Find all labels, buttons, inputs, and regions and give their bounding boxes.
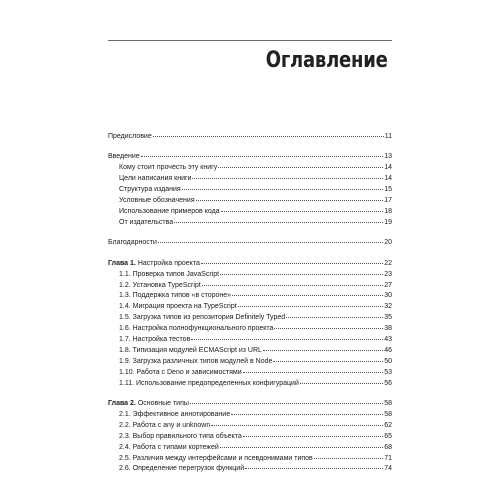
toc-entry-label: 1.5. Загрузка типов из репозитория Definitely Typed <box>119 314 286 322</box>
toc-entry-label: 1.10. Работа с Deno и зависимостями <box>119 368 242 376</box>
toc-page-number: 19 <box>384 218 392 226</box>
toc-entry-label: 1.8. Типизация модулей ECMAScript из URL <box>119 346 262 354</box>
toc-group <box>108 150 392 226</box>
dot-leader <box>202 278 383 286</box>
toc-page-number: 46 <box>384 346 392 354</box>
toc-page-number: 32 <box>384 303 392 311</box>
dot-leader <box>191 332 383 340</box>
dot-leader <box>273 354 383 362</box>
toc-entry-label: 1.3. Поддержка типов «в стороне» <box>119 292 232 300</box>
toc-group <box>108 130 392 141</box>
toc-page-number: 43 <box>384 336 392 344</box>
toc-entry-title <box>119 291 231 302</box>
toc-entry[interactable] <box>108 236 392 247</box>
toc-entry-title <box>119 174 191 185</box>
toc-entry-label: Цели написания книги <box>119 175 192 183</box>
dot-leader <box>201 256 383 264</box>
toc-entry-label: Кому стоит прочесть эту книгу <box>119 164 218 172</box>
toc-entry-label: 2.4. Работа с типами кортежей <box>119 443 219 451</box>
toc-entry-title <box>108 152 140 163</box>
toc-entry-title <box>119 346 262 357</box>
dot-leader <box>153 129 384 137</box>
dot-leader <box>158 235 383 243</box>
toc-page-number: 71 <box>384 454 392 462</box>
dot-leader <box>190 396 383 404</box>
dot-leader <box>286 310 383 318</box>
toc-entry-label: Настройка проекта <box>137 259 200 267</box>
header-rule <box>108 40 392 41</box>
toc-entry-label: 2.3. Выбор правильного типа объекта <box>119 432 242 440</box>
toc-entry-title <box>119 313 285 324</box>
dot-leader <box>314 451 383 459</box>
dot-leader <box>238 299 383 307</box>
dot-leader <box>218 160 383 168</box>
toc-page-number: 74 <box>384 465 392 473</box>
toc-entry-label: 1.2. Установка TypeScript <box>119 281 201 289</box>
toc-entry-label: 1.4. Миграция проекта на TypeScript <box>119 303 237 311</box>
toc-entry-title <box>119 464 244 475</box>
toc-entry-label: Благодарности <box>108 239 157 247</box>
toc-subentry[interactable] <box>108 377 392 388</box>
toc-page-number: 38 <box>384 325 392 333</box>
toc-page-number: 35 <box>384 314 392 322</box>
toc-page-number: 65 <box>384 432 392 440</box>
toc-page-number: 14 <box>384 175 392 183</box>
dot-leader <box>263 343 383 351</box>
toc-entry-label: 2.5. Различия между интерфейсами и псевдонимами типов <box>119 454 313 462</box>
toc-group <box>108 397 392 473</box>
toc-page-number: 18 <box>384 207 392 215</box>
toc-entry-title <box>119 368 242 379</box>
dot-leader <box>182 182 384 190</box>
toc-page-number: 17 <box>384 197 392 205</box>
toc-entry-label: Условные обозначения <box>119 197 195 205</box>
dot-leader <box>243 365 384 373</box>
toc-entry[interactable] <box>108 130 392 141</box>
toc-page-number: 15 <box>384 186 392 194</box>
dot-leader <box>232 288 383 296</box>
toc-page-number: 53 <box>384 368 392 376</box>
toc-entry-label: Использование примеров кода <box>119 207 220 215</box>
dot-leader <box>192 171 383 179</box>
toc-group <box>108 257 392 388</box>
toc-entry-title <box>119 421 210 432</box>
toc-entry-label: 1.9. Загрузка различных типов модулей в Node <box>119 357 273 365</box>
dot-leader <box>221 204 384 212</box>
dot-leader <box>245 461 383 469</box>
toc-entry-title <box>119 379 299 390</box>
toc-entry-label: Основные типы <box>137 400 189 408</box>
dot-leader <box>300 376 383 384</box>
dot-leader <box>220 267 383 275</box>
dot-leader <box>211 418 383 426</box>
toc-page-number: 20 <box>384 239 392 247</box>
toc-page-number: 22 <box>384 259 392 267</box>
toc-entry-title <box>108 399 189 410</box>
toc-entry-title <box>119 185 181 196</box>
toc-entry-label: 1.6. Настройка полнофункционального проекта <box>119 325 274 333</box>
toc-entry-label: 1.1. Проверка типов JavaScript <box>119 270 220 278</box>
toc-entry-label: 1.7. Настройка тестов <box>119 336 191 344</box>
toc-page-number: 62 <box>384 421 392 429</box>
toc-page-number: 58 <box>384 410 392 418</box>
dot-leader <box>274 321 383 329</box>
chapter-number: Глава 1. <box>108 259 136 267</box>
toc-group <box>108 236 392 247</box>
toc-entry-title <box>119 281 201 292</box>
dot-leader <box>196 193 384 201</box>
toc-entry-title <box>108 259 200 270</box>
toc-subentry[interactable] <box>108 462 392 473</box>
toc-entry-title <box>108 132 152 143</box>
toc-entry-title <box>119 196 195 207</box>
toc-entry-title <box>119 218 173 229</box>
dot-leader <box>174 215 383 223</box>
toc-entry-title <box>108 238 157 249</box>
toc-entry-label: 1.11. Использование предопределенных конфигураций <box>119 379 299 387</box>
toc-page-number: 27 <box>384 281 392 289</box>
toc-entry-label: Введение <box>108 153 140 161</box>
toc-page-number: 50 <box>384 357 392 365</box>
dot-leader <box>141 149 384 157</box>
page-title: Оглавление <box>266 48 388 73</box>
toc-page-number: 14 <box>384 164 392 172</box>
dot-leader <box>231 407 383 415</box>
table-of-contents <box>108 130 392 483</box>
dot-leader <box>243 429 383 437</box>
toc-subentry[interactable] <box>108 216 392 227</box>
toc-entry-label: Предисловие <box>108 133 152 140</box>
toc-page-number: 56 <box>384 379 392 387</box>
toc-entry-label: От издательства <box>119 218 174 226</box>
toc-entry-title <box>119 302 237 313</box>
toc-entry-label: Структура издания <box>119 186 181 194</box>
chapter-number: Глава 2. <box>108 400 136 408</box>
toc-page-number: 13 <box>384 153 392 161</box>
dot-leader <box>220 440 383 448</box>
toc-page-number: 23 <box>384 270 392 278</box>
toc-page-number: 58 <box>384 400 392 408</box>
toc-page-number: 30 <box>384 292 392 300</box>
toc-page-number: 11 <box>384 133 392 140</box>
toc-entry-label: 2.2. Работа с any и unknown <box>119 421 211 429</box>
toc-entry-label: 2.1. Эффективное аннотирование <box>119 410 231 418</box>
toc-entry-title <box>119 335 190 346</box>
toc-entry-label: 2.6. Определение перегрузок функций <box>119 465 245 473</box>
toc-page-number: 68 <box>384 443 392 451</box>
toc-entry-title <box>119 443 219 454</box>
